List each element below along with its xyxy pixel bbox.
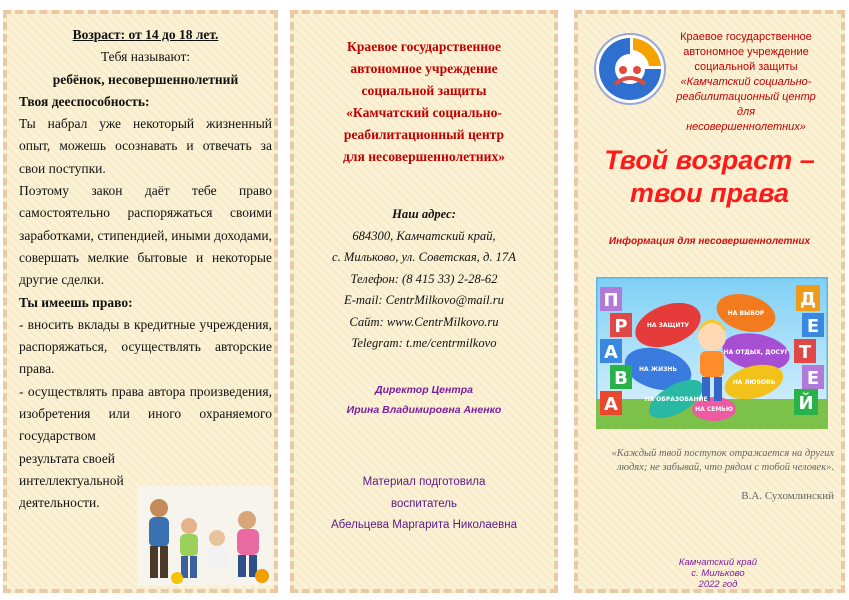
org-line: социальной защиты [694, 61, 798, 73]
petal-label: НА ЖИЗНЬ [639, 366, 677, 373]
director-block [304, 380, 544, 420]
called-label: Тебя называют: [100, 49, 191, 65]
right-item-2-cont-1: результата своей [19, 450, 116, 466]
capacity-heading: Твоя дееспособность: [19, 93, 150, 109]
website-link[interactable]: Сайт: www.CentrMilkovo.ru [349, 314, 499, 329]
org-line: социальной защиты [361, 83, 487, 98]
address-line: 684300, Камчатский край, [352, 228, 496, 243]
title-line-2: твои права [629, 178, 790, 208]
right-item-2-cont-2: интеллектуальной [19, 472, 124, 488]
address-line: с. Мильково, ул. Советская, д. 17А [332, 250, 516, 264]
letter-right: Д [799, 289, 817, 310]
org-line: реабилитационный центр [676, 91, 816, 103]
petal-label: НА ВЫБОР [727, 310, 765, 317]
prepared-role: воспитатель [391, 497, 457, 510]
address-block [304, 204, 544, 355]
prepared-name: Абельцева Маргарита Николаевна [330, 519, 518, 531]
telegram-link[interactable]: Telegram: t.me/centrmilkovo [351, 336, 497, 350]
called-value: ребёнок, несовершеннолетний [52, 71, 239, 87]
panel-right [574, 10, 845, 593]
org-line: реабилитационный центр [343, 127, 505, 142]
org-line: автономное учреждение [683, 46, 809, 58]
right-item-1: - вносить вклады в кредитные учреждения, распоряжаться, осуществлять авторские права. [19, 316, 272, 377]
age-info-text [19, 24, 272, 515]
org-line: для несовершеннолетних» [686, 106, 806, 133]
brochure-subtitle: Информация для несовершеннолетних [608, 236, 811, 247]
phone: Телефон: (8 415 33) 2-28-62 [350, 271, 498, 286]
children-photo [137, 486, 273, 586]
prepared-by-block [304, 472, 544, 537]
org-line: Краевое государственное [347, 39, 501, 54]
year-line: 2022 год [698, 579, 738, 590]
petal-label: НА ЗАЩИТУ [646, 322, 690, 329]
capacity-paragraph-2: Поэтому закон даёт тебе право самостоятельно распоряжаться своими заработками, стипендией, иными доходами, совершать мелкие бытовые и некоторые другие сделки. [19, 183, 272, 288]
petal-label: НА СЕМЬЮ [695, 406, 733, 413]
right-item-2: - осуществлять права автора произведения, изобретения или иного охраняемого государством [19, 383, 272, 444]
petal-label: НА ЛЮБОВЬ [732, 379, 776, 386]
director-name: Ирина Владимировна Аненко [346, 404, 502, 416]
letter-left: А [604, 342, 618, 363]
petal-label: НА ОБРАЗОВАНИЕ [644, 396, 708, 403]
org-line: для несовершеннолетних» [342, 149, 506, 164]
quote-text: «Каждый твой поступок отражается на других людях; не забывай, что рядом с тобой человек». [611, 448, 834, 473]
letter-left: П [603, 290, 619, 311]
org-line: Краевое государственное [680, 31, 812, 43]
email-link[interactable]: E-mail: CentrMilkovo@mail.ru [344, 293, 504, 307]
place-and-year [638, 557, 798, 590]
letter-left: А [604, 394, 618, 415]
brochure-title [578, 144, 841, 210]
place-line: Камчатский край [678, 557, 758, 568]
letter-right: Т [798, 342, 812, 363]
letter-right: Е [806, 368, 820, 389]
letter-left: В [614, 368, 628, 389]
center-logo [593, 32, 667, 106]
place-line: с. Мильково [691, 568, 745, 579]
letter-left: Р [614, 316, 628, 337]
children-rights-illustration [596, 277, 828, 429]
quote-author: В.А. Сухомлинский [741, 490, 834, 502]
petal-label: НА ОТДЫХ, ДОСУГ [723, 349, 789, 356]
panel-left [3, 10, 278, 593]
organization-name [676, 30, 816, 135]
letter-right: Й [798, 393, 814, 414]
title-line-1: Твой возраст – [604, 145, 815, 175]
letter-right: Е [806, 316, 820, 337]
org-line: «Камчатский социально- [680, 76, 812, 88]
capacity-paragraph-1: Ты набрал уже некоторый жизненный опыт, можешь осознавать и отвечать за свои поступки. [19, 116, 272, 176]
rights-heading: Ты имеешь право: [19, 294, 133, 310]
org-line: автономное учреждение [350, 61, 498, 76]
age-line: Возраст: от 14 до 18 лет. [72, 27, 219, 42]
organization-name [304, 36, 544, 168]
address-heading: Наш адрес: [392, 207, 456, 221]
prepared-by: Материал подготовила [362, 476, 486, 488]
panel-middle [290, 10, 558, 593]
director-title: Директор Центра [375, 384, 473, 396]
org-line: «Камчатский социально- [346, 105, 502, 120]
right-item-2-cont-3: деятельности. [19, 495, 100, 511]
